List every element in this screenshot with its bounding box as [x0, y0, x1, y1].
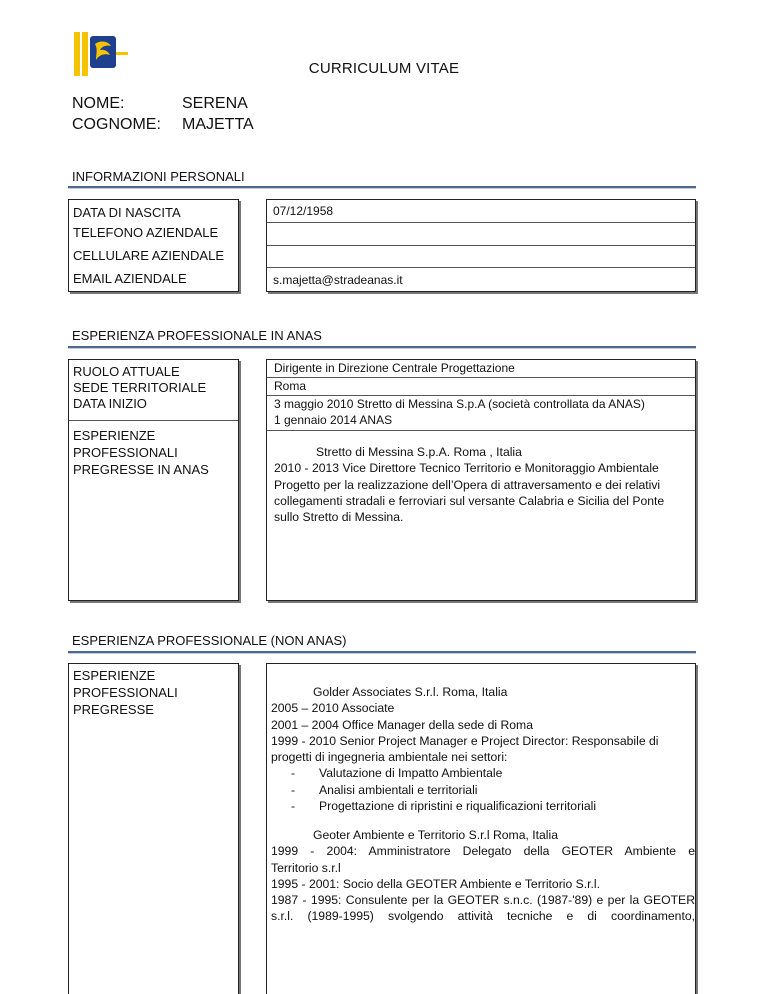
bullet-item	[271, 798, 695, 814]
section-divider	[68, 346, 696, 348]
prev-anas-line: sullo Stretto di Messina.	[274, 510, 404, 525]
name-label: NOME:	[72, 95, 125, 112]
work-email-label: EMAIL AZIENDALE	[73, 271, 187, 286]
golder-line: 2005 – 2010 Associate	[271, 701, 395, 716]
bullet-dash: -	[291, 782, 296, 797]
golder-line: Golder Associates S.r.l. Roma, Italia	[313, 685, 508, 699]
row-divider	[267, 222, 695, 223]
section-divider	[68, 186, 696, 188]
start-date-label: DATA INIZIO	[73, 396, 147, 411]
golder-line: 2001 – 2004 Office Manager della sede di Roma	[271, 717, 533, 732]
geoter-line: 1999 - 2004: Amministratore Delegato della GEOTER Ambiente e	[271, 844, 695, 859]
non-anas-labels-box	[68, 663, 239, 994]
surname-value: MAJETTA	[182, 116, 254, 133]
surname-label: COGNOME:	[72, 116, 161, 133]
geoter-line: Territorio s.r.l	[271, 860, 341, 875]
role-value: Dirigente in Direzione Centrale Progettazione	[274, 361, 515, 375]
golder-text	[271, 684, 695, 814]
personal-values-box	[266, 199, 696, 292]
prev-anas-label-2: PROFESSIONALI	[73, 445, 178, 460]
bullet-text: Valutazione di Impatto Ambientale	[319, 766, 503, 781]
section-divider	[68, 651, 696, 653]
anas-labels-box	[68, 359, 239, 601]
geoter-line: 1987 - 1995: Consulente per la GEOTER s.n.c. (1987-'89) e per la GEOTER	[271, 893, 695, 908]
geoter-line: 1995 - 2001: Socio della GEOTER Ambiente e Territorio S.r.l.	[271, 876, 600, 891]
prev-anas-line: collegamenti stradali e ferroviari sul versante Calabria e Sicilia del Ponte	[274, 493, 665, 508]
role-label: RUOLO ATTUALE	[73, 364, 180, 379]
prev-anas-line: Progetto per la realizzazione dell’Opera di attraversamento e dei relativi	[274, 477, 661, 492]
birthdate-value: 07/12/1958	[273, 204, 334, 218]
section-title-personal: INFORMAZIONI PERSONALI	[72, 169, 245, 184]
section-title-anas: ESPERIENZA PROFESSIONALE IN ANAS	[72, 328, 322, 343]
non-anas-values-box	[266, 663, 696, 994]
bullet-item	[271, 782, 695, 798]
row-divider	[267, 267, 695, 268]
prev-anas-line: 2010 - 2013 Vice Direttore Tecnico Territorio e Monitoraggio Ambientale	[274, 461, 659, 476]
bullet-text: Analisi ambientali e territoriali	[319, 782, 478, 797]
bullet-dash: -	[291, 799, 296, 814]
prev-anas-text	[274, 444, 694, 525]
row-divider	[267, 377, 695, 378]
bullet-text: Progettazione di ripristini e riqualificazioni territoriali	[319, 799, 597, 814]
prev-anas-line: Stretto di Messina S.p.A. Roma , Italia	[316, 445, 522, 459]
work-phone-label: TELEFONO AZIENDALE	[73, 225, 219, 240]
bullet-dash: -	[291, 766, 296, 781]
non-anas-label-1: ESPERIENZE	[73, 668, 156, 683]
start-date-value-1: 3 maggio 2010 Stretto di Messina S.p.A (società controllata da ANAS)	[274, 397, 645, 411]
birthdate-label: DATA DI NASCITA	[73, 205, 181, 220]
golder-line: 1999 - 2010 Senior Project Manager e Project Director: Responsabile di	[271, 733, 659, 748]
row-divider	[69, 420, 238, 421]
seat-value: Roma	[274, 379, 307, 393]
geoter-line: Geoter Ambiente e Territorio S.r.l Roma, Italia	[313, 828, 558, 842]
work-mobile-label: CELLULARE AZIENDALE	[73, 248, 225, 263]
prev-anas-label-1: ESPERIENZE	[73, 428, 156, 443]
section-title-non-anas: ESPERIENZA PROFESSIONALE (NON ANAS)	[72, 633, 347, 648]
anas-values-box	[266, 359, 696, 601]
name-value: SERENA	[182, 95, 248, 112]
personal-labels-box	[68, 199, 239, 292]
geoter-line: s.r.l. (1989-1995) svolgendo attività tecniche e di coordinamento,	[271, 909, 695, 924]
row-divider	[267, 245, 695, 246]
golder-line: progetti di ingegneria ambientale nei settori:	[271, 750, 508, 765]
seat-label: SEDE TERRITORIALE	[73, 380, 207, 395]
bullet-item	[271, 765, 695, 781]
row-divider	[267, 430, 695, 431]
geoter-text	[271, 827, 695, 925]
document-title: CURRICULUM VITAE	[308, 60, 460, 77]
non-anas-label-2: PROFESSIONALI	[73, 685, 178, 700]
start-date-value-2: 1 gennaio 2014 ANAS	[274, 413, 393, 427]
non-anas-label-3: PREGRESSE	[73, 702, 154, 717]
prev-anas-label-3: PREGRESSE IN ANAS	[73, 462, 209, 477]
work-email-value: s.majetta@stradeanas.it	[273, 273, 403, 287]
